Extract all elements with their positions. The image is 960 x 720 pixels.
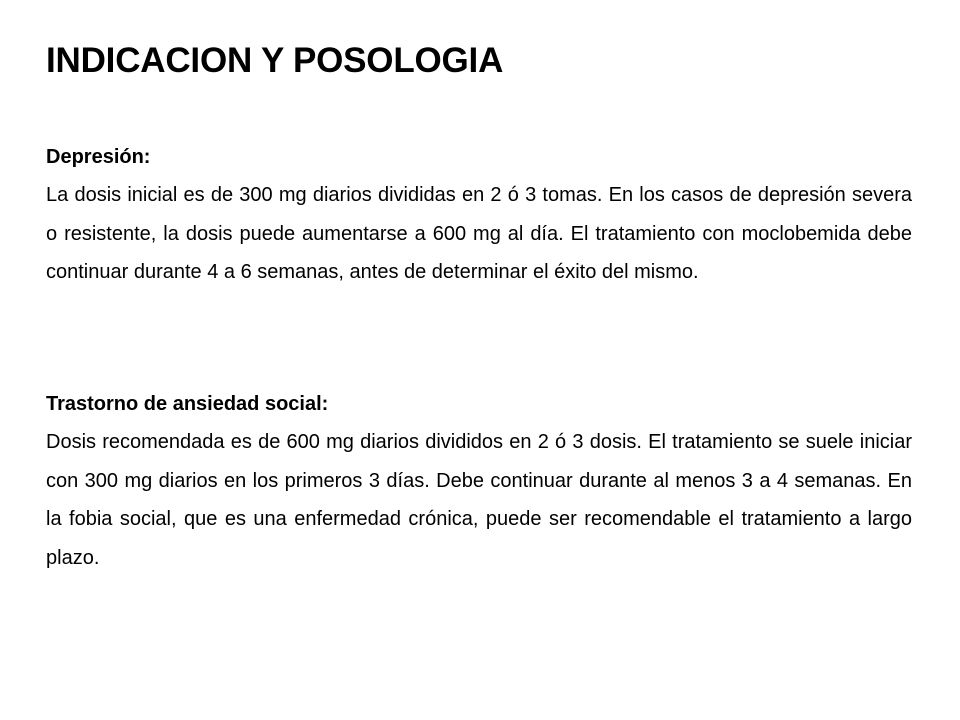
section-heading-depresion: Depresión: xyxy=(46,146,151,168)
section-body-depresion: La dosis inicial es de 300 mg diarios divididas en 2 ó 3 tomas. En los casos de depresión severa o resistente, la dosis puede aumentarse a 600 mg al día. El tratamiento con moclobemida debe continuar durante 4 a 6 semanas, antes de determinar el éxito del mismo. xyxy=(46,184,912,283)
section-body-ansiedad-social: Dosis recomendada es de 600 mg diarios divididos en 2 ó 3 dosis. El tratamiento se suele iniciar con 300 mg diarios en los primeros 3 días. Debe continuar durante al menos 3 a 4 semanas. En la fobia social, que es una enfermedad crónica, puede ser recomendable el tratamiento a largo plazo. xyxy=(46,431,912,569)
section-depresion xyxy=(46,138,912,292)
section-ansiedad-social xyxy=(46,385,912,577)
section-heading-ansiedad-social: Trastorno de ansiedad social: xyxy=(46,393,329,415)
slide-title: INDICACION Y POSOLOGIA xyxy=(46,41,504,80)
